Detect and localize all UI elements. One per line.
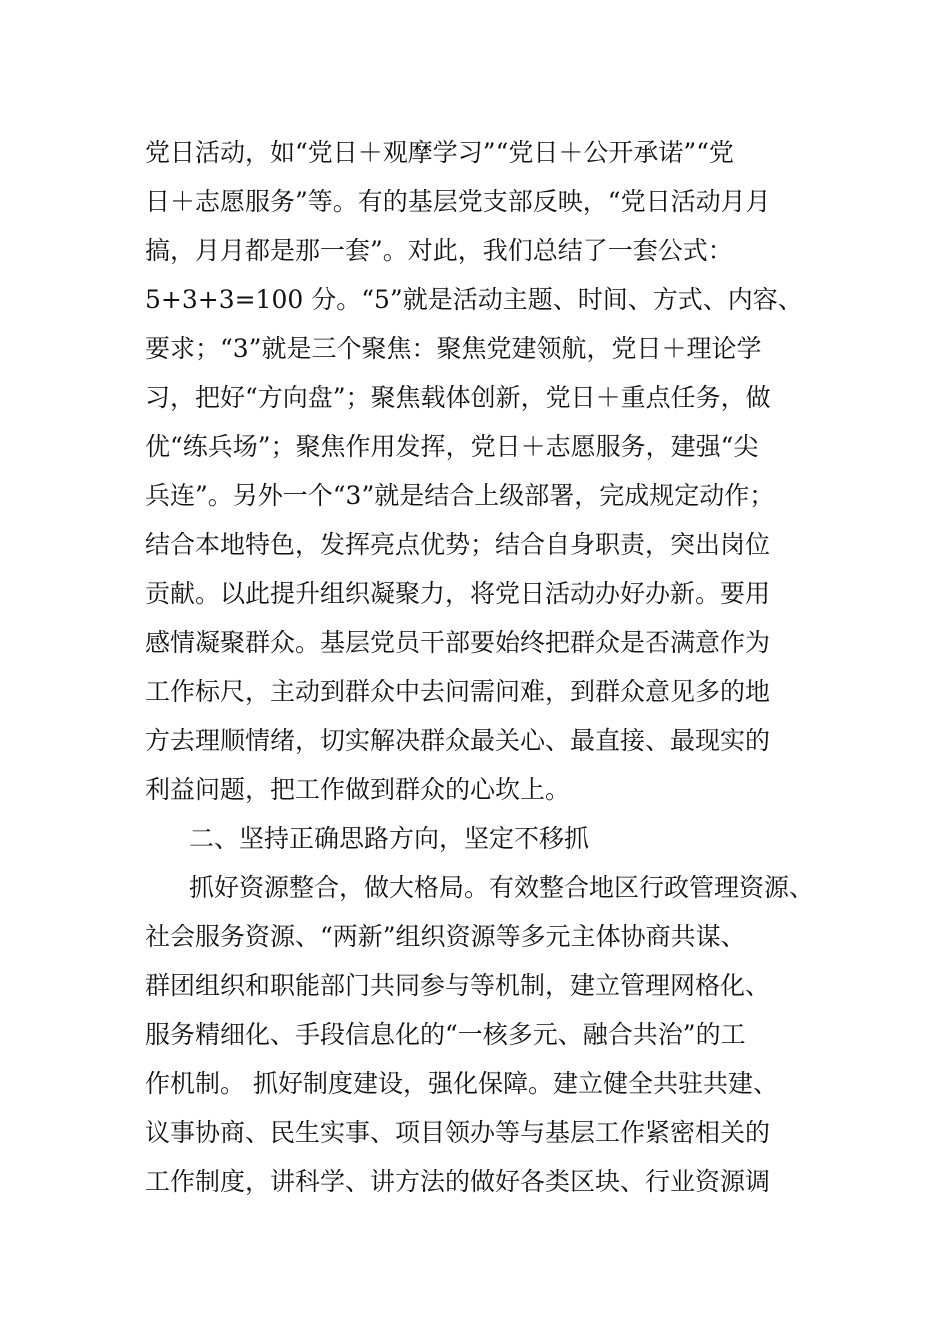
text-line: 感情凝聚群众。基层党员干部要始终把群众是否满意作为 [145,628,771,657]
paragraph-start-line: 抓好资源整合，做大格局。有效整合地区行政管理资源、 [189,873,815,902]
text-line: 结合本地特色，发挥亮点优势；结合自身职责，突出岗位 [145,530,771,559]
text-line: 服务精细化、手段信息化的“一核多元、融合共治”的工 [145,1020,746,1049]
text-line: 优“练兵场”；聚焦作用发挥，党日＋志愿服务，建强“尖 [145,432,759,461]
text-line: 5+3+3=100 分。“5”就是活动主题、时间、方式、内容、 [145,285,803,314]
document-body [145,128,835,1206]
text-line: 工作制度，讲科学、讲方法的做好各类区块、行业资源调 [145,1167,771,1196]
section-heading: 二、坚持正确思路方向，坚定不移抓 [189,824,590,853]
text-line: 群团组织和职能部门共同参与等机制，建立管理网格化、 [145,971,771,1000]
text-line: 社会服务资源、“两新”组织资源等多元主体协商共谋、 [145,922,746,951]
text-line: 日＋志愿服务”等。有的基层党支部反映，“党日活动月月 [145,187,771,216]
text-line: 兵连”。另外一个“3”就是结合上级部署，完成规定动作； [145,481,775,510]
text-line: 议事协商、民生实事、项目领办等与基层工作紧密相关的 [145,1118,771,1147]
text-line: 习，把好“方向盘”；聚焦载体创新，党日＋重点任务，做 [145,383,771,412]
text-line: 工作标尺，主动到群众中去问需问难，到群众意见多的地 [145,677,771,706]
text-line: 贡献。以此提升组织凝聚力，将党日活动办好办新。要用 [145,579,771,608]
text-line: 党日活动，如“党日＋观摩学习”“党日＋公开承诺”“党 [145,138,734,167]
text-line: 搞，月月都是那一套”。对此，我们总结了一套公式： [145,236,733,265]
text-line: 要求；“3”就是三个聚焦：聚焦党建领航，党日＋理论学 [145,334,762,363]
text-line: 利益问题，把工作做到群众的心坎上。 [145,775,571,804]
text-line: 方去理顺情绪，切实解决群众最关心、最直接、最现实的 [145,726,771,755]
text-line: 作机制。 抓好制度建设，强化保障。建立健全共驻共建、 [145,1069,778,1098]
